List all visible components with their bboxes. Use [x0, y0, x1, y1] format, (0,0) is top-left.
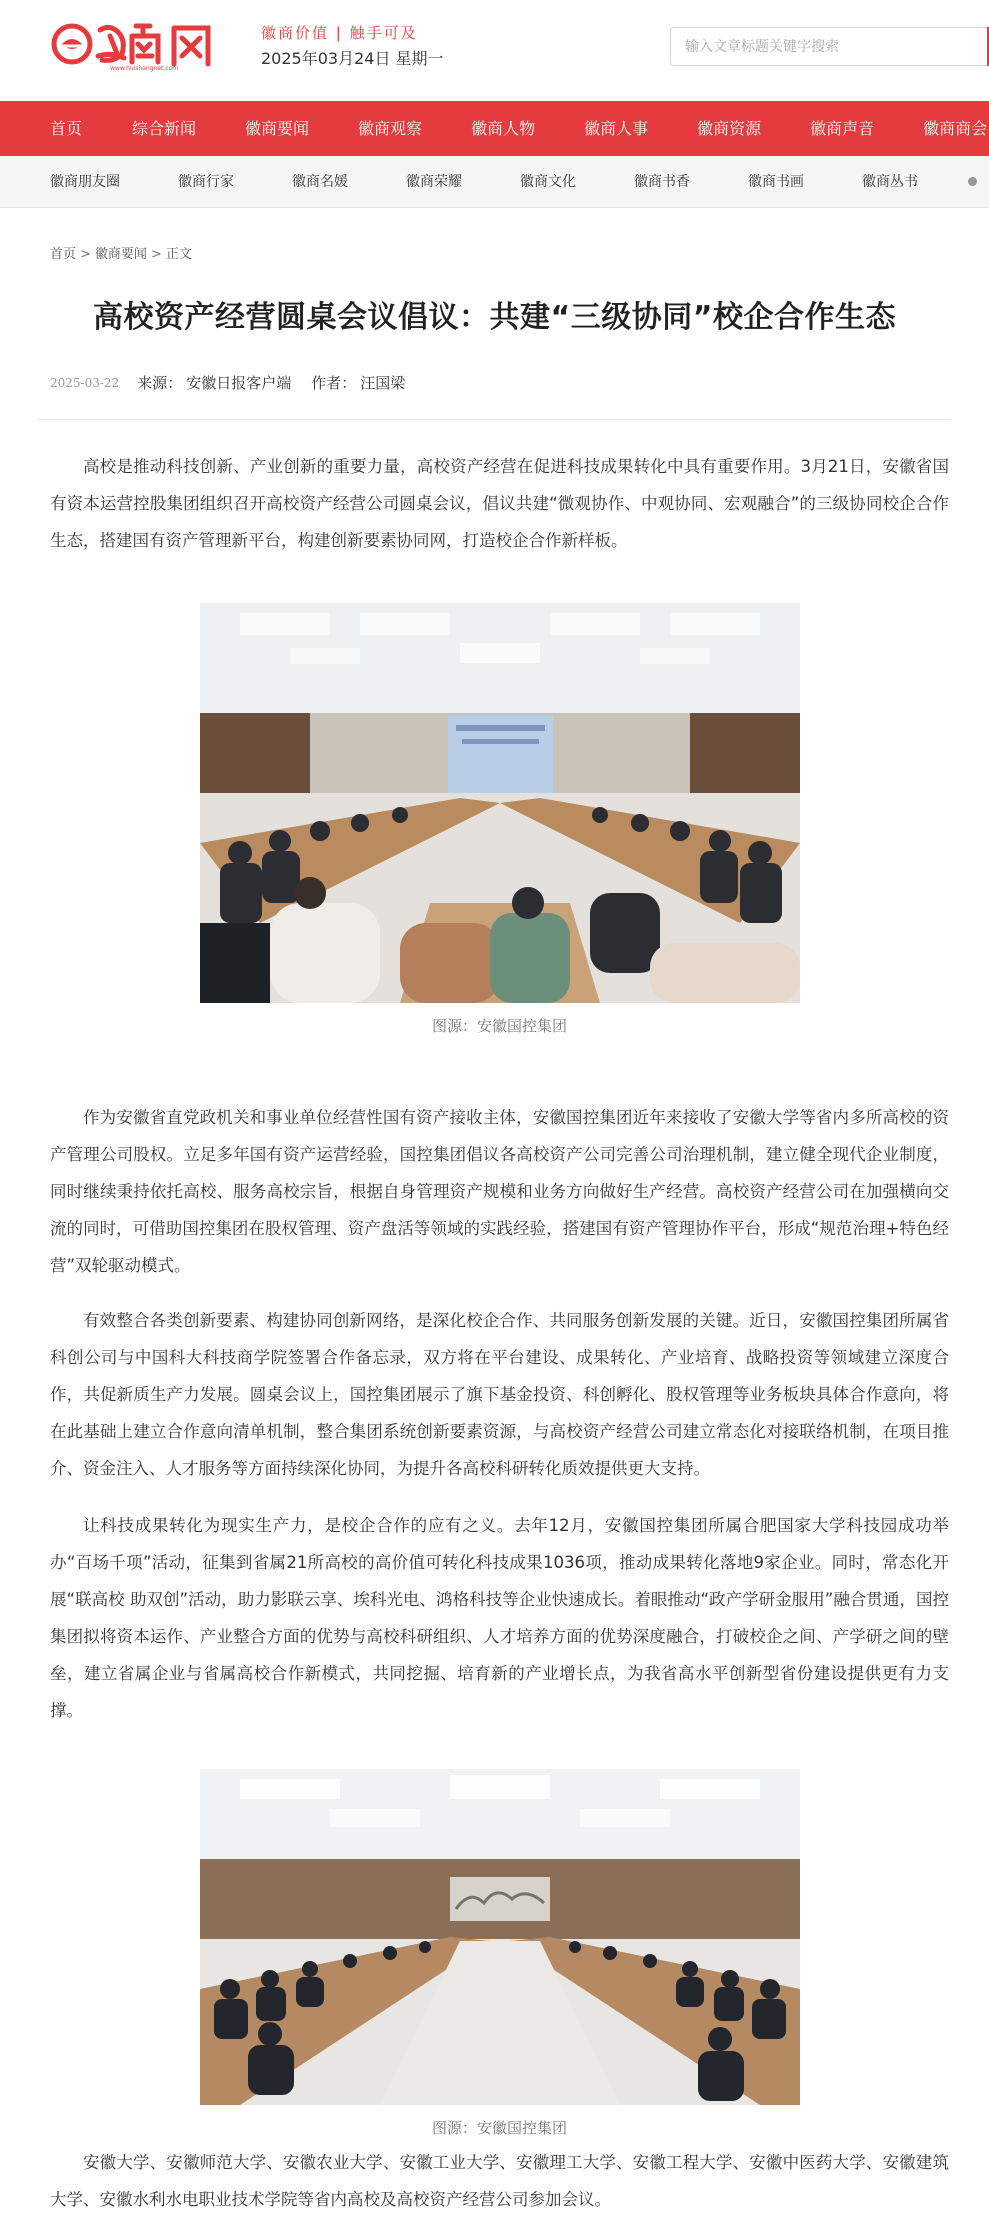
- nav-item-general-news[interactable]: 综合新闻: [132, 119, 197, 138]
- meta-divider: [38, 419, 951, 420]
- breadcrumb-section[interactable]: 徽商要闻: [94, 247, 147, 262]
- nav-item-resources[interactable]: 徽商资源: [697, 119, 762, 138]
- nav-item-voices[interactable]: 徽商声音: [810, 119, 875, 138]
- breadcrumb-home[interactable]: 首页: [50, 247, 77, 262]
- subnav-item-honors[interactable]: 徽商荣耀: [406, 174, 462, 190]
- subnav-item-series[interactable]: 徽商丛书: [862, 174, 918, 190]
- nav-item-people[interactable]: 徽商人物: [471, 119, 536, 138]
- subnav-item-experts[interactable]: 徽商行家: [178, 174, 234, 190]
- search-input[interactable]: [670, 27, 989, 66]
- article-meta: [50, 372, 939, 393]
- nav-item-chambers[interactable]: 徽商商会: [923, 119, 988, 138]
- breadcrumb-separator: >: [80, 247, 91, 262]
- site-logo[interactable]: [50, 16, 240, 72]
- current-date: 2025年03月24日 星期一: [261, 49, 444, 68]
- author-label: 作者：: [311, 374, 357, 392]
- paragraph: 让科技成果转化为现实生产力，是校企合作的应有之义。去年12月，安徽国控集团所属合肥国家大学科技园成功举办“百场千项”活动，征集到省属21所高校的高价值可转化科技成果1036项，推动成果转化落地9家企业。同时，常态化开展“联高校 助双创”活动，助力影联云享、埃科光电、鸿格科技等企业快速成长。着眼推动“政产学研金服用”融合贯通，国控集团拟将资本运作、产业整合方面的优势与高校科研组织、人才培养方面的优势深度融合，打破校企之间、产学研之间的壁垒，建立省属企业与省属高校合作新模式，共同挖掘、培育新的产业增长点，为我省高水平创新型省份建设提供更有力支撑。: [50, 1516, 949, 1720]
- primary-nav: [0, 101, 989, 156]
- author-value: 汪国梁: [360, 374, 406, 392]
- figure-caption: 图源：安徽国控集团: [431, 1017, 567, 1035]
- article-body: [50, 448, 949, 2218]
- article-figure: [50, 603, 949, 1036]
- breadcrumb-separator: >: [150, 247, 162, 262]
- breadcrumb-current: 正文: [165, 247, 192, 262]
- nav-item-personnel[interactable]: 徽商人事: [584, 119, 649, 138]
- nav-item-headlines[interactable]: 徽商要闻: [245, 119, 310, 138]
- paragraph: 作为安徽省直党政机关和事业单位经营性国有资产接收主体，安徽国控集团近年来接收了安徽大学等省内多所高校的资产管理公司股权。立足多年国有资产运营经验，国控集团倡议各高校资产公司完善公司治理机制，建立健全现代企业制度，同时继续秉持依托高校、服务高校宗旨，根据自身管理资产规模和业务方向做好生产经营。高校资产经营公司在加强横向交流的同时，可借助国控集团在股权管理、资产盘活等领域的实践经验，搭建国有资产管理协作平台，形成“规范治理+特色经营”双轮驱动模式。: [50, 1108, 949, 1275]
- more-icon[interactable]: [968, 177, 977, 186]
- source-label: 来源：: [137, 374, 183, 392]
- breadcrumb: [50, 243, 989, 262]
- figure-caption: 图源：安徽国控集团: [431, 2119, 567, 2137]
- meeting-photo: [200, 603, 800, 1003]
- svg-text:www.huishangnet.com: www.huishangnet.com: [110, 65, 179, 72]
- subnav-item-paintings[interactable]: 徽商书画: [748, 174, 804, 190]
- secondary-nav: [0, 156, 989, 208]
- logo-icon: [50, 16, 240, 72]
- subnav-item-culture[interactable]: 徽商文化: [520, 174, 576, 190]
- subnav-item-books[interactable]: 徽商书香: [634, 174, 690, 190]
- meeting-photo: [200, 1769, 800, 2105]
- subnav-item-friends[interactable]: 徽商朋友圈: [50, 174, 120, 190]
- paragraph: 高校是推动科技创新、产业创新的重要力量，高校资产经营在促进科技成果转化中具有重要作用。3月21日，安徽省国有资本运营控股集团组织召开高校资产经营公司圆桌会议，倡议共建“微观协作、中观协同、宏观融合”的三级协同校企合作生态，搭建国有资产管理新平台，构建创新要素协同网，打造校企合作新样板。: [50, 457, 949, 550]
- site-slogan: 徽商价值 | 触手可及: [261, 24, 418, 42]
- source-value: 安徽日报客户端: [186, 374, 292, 392]
- article-figure: [50, 1769, 949, 2138]
- publish-date: 2025-03-22: [50, 375, 120, 390]
- site-header: [0, 0, 989, 101]
- subnav-item-ladies[interactable]: 徽商名媛: [292, 174, 348, 190]
- nav-item-observation[interactable]: 徽商观察: [358, 119, 423, 138]
- nav-item-home[interactable]: 首页: [50, 119, 83, 138]
- paragraph: 有效整合各类创新要素、构建协同创新网络，是深化校企合作、共同服务创新发展的关键。近日，安徽国控集团所属省科创公司与中国科大科技商学院签署合作备忘录，双方将在平台建设、成果转化、产业培育、战略投资等领域建立深度合作，共促新质生产力发展。圆桌会议上，国控集团展示了旗下基金投资、科创孵化、股权管理等业务板块具体合作意向，将在此基础上建立合作意向清单机制，整合集团系统创新要素资源，与高校资产经营公司建立常态化对接联络机制，在项目推介、资金注入、人才服务等方面持续深化协同，为提升各高校科研转化质效提供更大支持。: [50, 1311, 949, 1478]
- article-title: 高校资产经营圆桌会议倡议：共建“三级协同”校企合作生态: [93, 300, 896, 335]
- paragraph: 安徽大学、安徽师范大学、安徽农业大学、安徽工业大学、安徽理工大学、安徽工程大学、安徽中医药大学、安徽建筑大学、安徽水利水电职业技术学院等省内高校及高校资产经营公司参加会议。: [50, 2153, 949, 2209]
